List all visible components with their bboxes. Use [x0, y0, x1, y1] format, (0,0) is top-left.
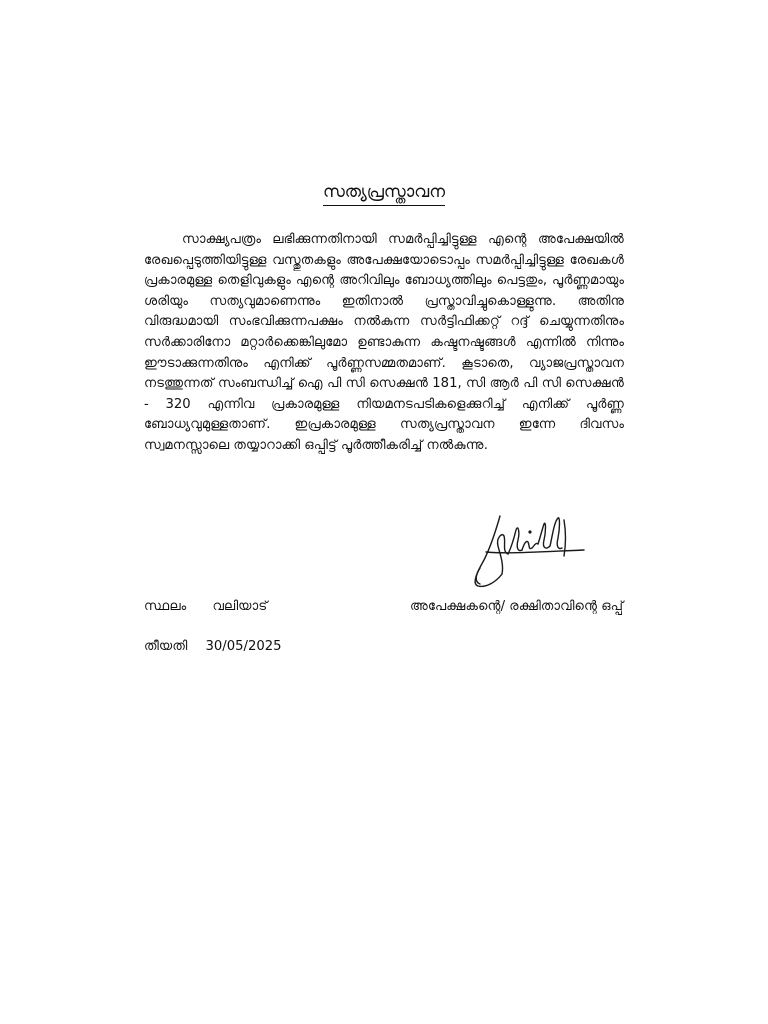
place-value: വലിയാട് — [212, 599, 268, 614]
declaration-body: സാക്ഷ്യപത്രം ലഭിക്കുന്നതിനായി സമർപ്പിച്ചിട്ടുള്ള എന്റെ അപേക്ഷയിൽ രേഖപ്പെടുത്തിയിട്ടുള്ള വസ്തുതകളും അപേക്ഷയോടൊപ്പം സമർപ്പിച്ചിട്ടുള്ള രേഖകൾ പ്രകാരമുള്ള തെളിവുകളും എന്റെ അറിവിലും ബോധ്യത്തിലും പെട്ടതും, പൂർണ്ണമായും ശരിയും സത്യവുമാണെന്നും ഇതിനാൽ പ്രസ്താവിച്ചുകൊള്ളുന്നു. അതിനു വിരുദ്ധമായി സംഭവിക്കുന്നപക്ഷം നൽകുന്ന സർട്ടിഫിക്കറ്റ് റദ്ദ് ചെയ്യുന്നതിനും സർക്കാരിനോ മറ്റാർക്കെങ്കിലുമോ ഉണ്ടാകുന്ന കഷ്ടനഷ്ടങ്ങൾ എന്നിൽ നിന്നും ഈടാക്കുന്നതിനും എനിക്ക് പൂർണ്ണസമ്മതമാണ്. കൂടാതെ, വ്യാജപ്രസ്താവന നടത്തുന്നത് സംബന്ധിച്ച് ഐ പി സി സെക്ഷൻ 181, സി ആർ പി സി സെക്ഷൻ - 320 എന്നിവ പ്രകാരമുള്ള നിയമനടപടികളെക്കുറിച്ച് എനിക്ക് പൂർണ്ണ ബോധ്യവുമുള്ളതാണ്. ഇപ്രകാരമുള്ള സത്യപ്രസ്താവന ഇന്നേ ദിവസം സ്വമനസ്സാലെ തയ്യാറാക്കി ഒപ്പിട്ട് പൂർത്തീകരിച്ച് നൽകുന്നു. — [144, 232, 624, 453]
handwritten-signature — [456, 508, 596, 592]
date-label: തീയതി — [144, 639, 188, 654]
date-value: 30/05/2025 — [205, 639, 282, 654]
title-text: സത്യപ്രസ്താവന — [323, 182, 445, 206]
signature-caption: അപേക്ഷകന്റെ/ രക്ഷിതാവിന്റെ ഒപ്പ് — [410, 599, 624, 614]
place-label: സ്ഥലം — [144, 599, 187, 614]
place-row — [144, 599, 267, 614]
document-title — [0, 182, 768, 206]
date-row — [144, 639, 282, 654]
